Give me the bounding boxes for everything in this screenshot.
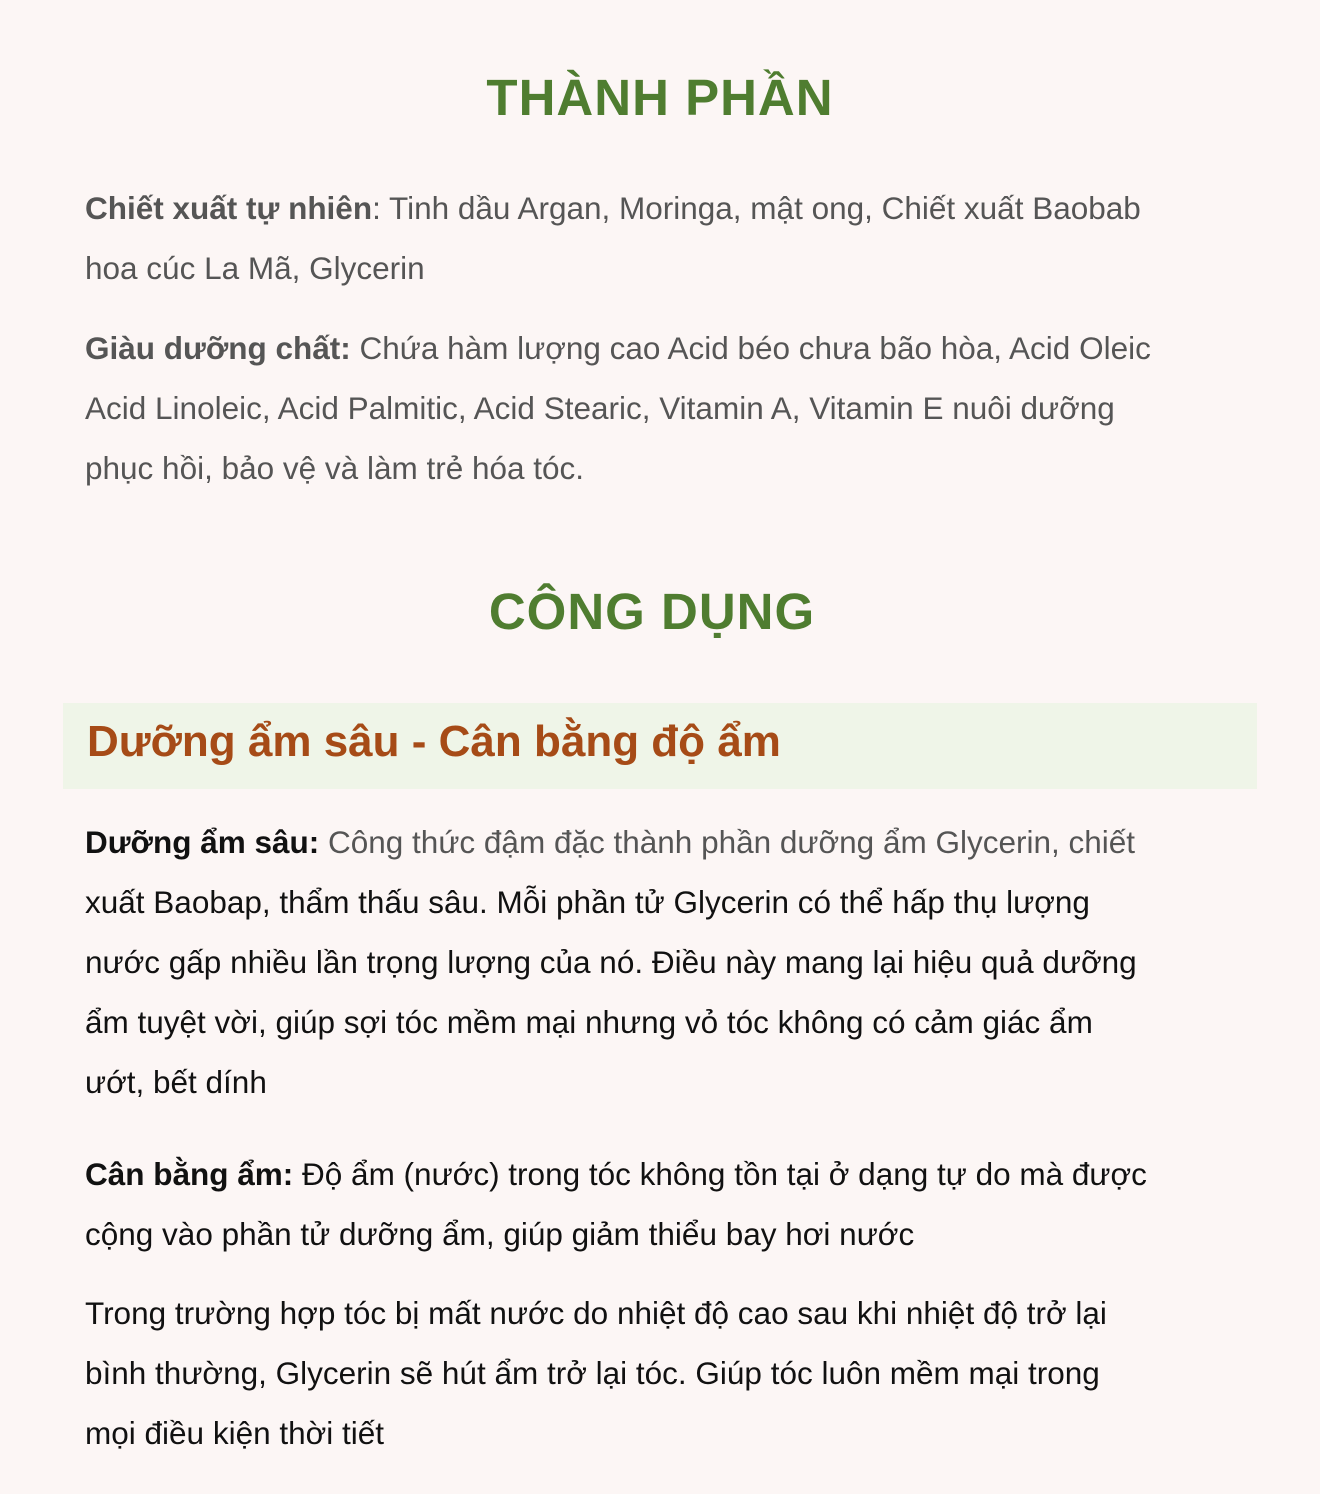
paragraph-natural-extracts [85, 178, 1255, 298]
paragraph-line: ẩm tuyệt vời, giúp sợi tóc mềm mại nhưng vỏ tóc không có cảm giác ẩm [85, 1004, 1093, 1040]
text-deep-moisture: Công thức đậm đặc thành phần dưỡng ẩm Glycerin, chiết [319, 824, 1136, 860]
subheading-band [63, 703, 1257, 789]
label-moisture-balance: Cân bằng ẩm: [85, 1156, 294, 1192]
label-nutrients: Giàu dưỡng chất: [85, 330, 351, 366]
label-deep-moisture: Dưỡng ẩm sâu: [85, 824, 320, 860]
section-title-ingredients: THÀNH PHẦN [486, 69, 834, 126]
paragraph-line [85, 812, 1255, 872]
paragraph-line: nước gấp nhiều lần trọng lượng của nó. Điều này mang lại hiệu quả dưỡng [85, 944, 1137, 980]
paragraph-line [85, 1144, 1255, 1204]
text-moisture-balance: Độ ẩm (nước) trong tóc không tồn tại ở dạng tự do mà được [293, 1156, 1147, 1192]
paragraph-moisture-balance [85, 1144, 1255, 1264]
paragraph-line [85, 318, 1255, 378]
paragraph-line: Trong trường hợp tóc bị mất nước do nhiệt độ cao sau khi nhiệt độ trở lại [85, 1295, 1107, 1331]
paragraph-line: hoa cúc La Mã, Glycerin [85, 250, 425, 286]
label-natural-extracts: Chiết xuất tự nhiên [85, 190, 373, 226]
paragraph-line: Acid Linoleic, Acid Palmitic, Acid Stearic, Vitamin A, Vitamin E nuôi dưỡng [85, 390, 1115, 426]
paragraph-dehydration [85, 1283, 1255, 1463]
paragraph-line: xuất Baobap, thẩm thấu sâu. Mỗi phần tử Glycerin có thể hấp thụ lượng [85, 884, 1090, 920]
paragraph-line: bình thường, Glycerin sẽ hút ẩm trở lại tóc. Giúp tóc luôn mềm mại trong [85, 1355, 1100, 1391]
paragraph-line: ướt, bết dính [85, 1064, 267, 1100]
section-title-uses: CÔNG DỤNG [488, 583, 816, 640]
paragraph-line [85, 178, 1255, 238]
text-nutrients: Chứa hàm lượng cao Acid béo chưa bão hòa, Acid Oleic [350, 330, 1151, 366]
subheading-moisture: Dưỡng ẩm sâu - Cân bằng độ ẩm [87, 717, 781, 766]
paragraph-deep-moisture [85, 812, 1255, 1112]
paragraph-line: cộng vào phần tử dưỡng ẩm, giúp giảm thiểu bay hơi nước [85, 1216, 915, 1252]
paragraph-nutrients [85, 318, 1255, 498]
paragraph-line: phục hồi, bảo vệ và làm trẻ hóa tóc. [85, 450, 585, 486]
text-natural-extracts: : Tinh dầu Argan, Moringa, mật ong, Chiết xuất Baobab [372, 190, 1141, 226]
paragraph-line: mọi điều kiện thời tiết [85, 1415, 385, 1451]
